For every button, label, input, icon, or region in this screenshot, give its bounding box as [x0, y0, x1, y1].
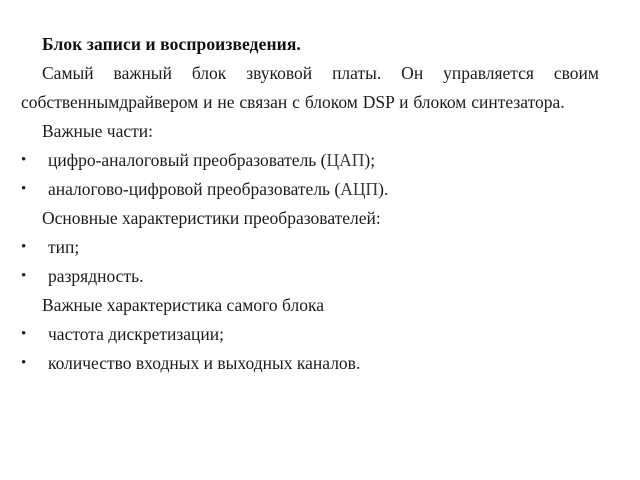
- list-item-text: аналогово-цифровой преобразователь (: [48, 179, 341, 199]
- list-item: [21, 320, 599, 349]
- list-item-suffix: );: [364, 150, 376, 170]
- list-item-text: количество входных и выходных каналов.: [48, 353, 361, 373]
- abbreviation-adc: АЦП: [340, 179, 379, 199]
- bullet-icon: •: [21, 268, 27, 284]
- intro-paragraph: Самый важный блок звуковой платы. Он управляется своим собственнымдрайвером и не связан с блоком DSP и блоком синтезатора.: [21, 63, 599, 112]
- list-item: [21, 146, 599, 175]
- bullet-icon: •: [21, 326, 27, 342]
- list-item: [21, 262, 599, 291]
- slide-content: [21, 30, 599, 378]
- bullet-icon: •: [21, 181, 27, 197]
- slide-heading: Блок записи и воспроизведения.: [42, 34, 301, 54]
- bullet-icon: •: [21, 355, 27, 371]
- bullet-icon: •: [21, 152, 27, 168]
- list-item: [21, 233, 599, 262]
- list-item-suffix: ).: [378, 179, 389, 199]
- section-label-converter-characteristics: Основные характеристики преобразователей:: [42, 208, 381, 228]
- abbreviation-dac: ЦАП: [326, 150, 365, 170]
- list-item-text: частота дискретизации;: [48, 324, 224, 344]
- list-item-text: разрядность.: [48, 266, 144, 286]
- section-label-block-characteristics: Важные характеристика самого блока: [42, 295, 324, 315]
- list-item: [21, 175, 599, 204]
- bullet-icon: •: [21, 239, 27, 255]
- section-label-important-parts: Важные части:: [42, 121, 154, 141]
- list-item-text: цифро-аналоговый преобразователь (: [48, 150, 327, 170]
- list-item-text: тип;: [48, 237, 80, 257]
- list-item: [21, 349, 599, 378]
